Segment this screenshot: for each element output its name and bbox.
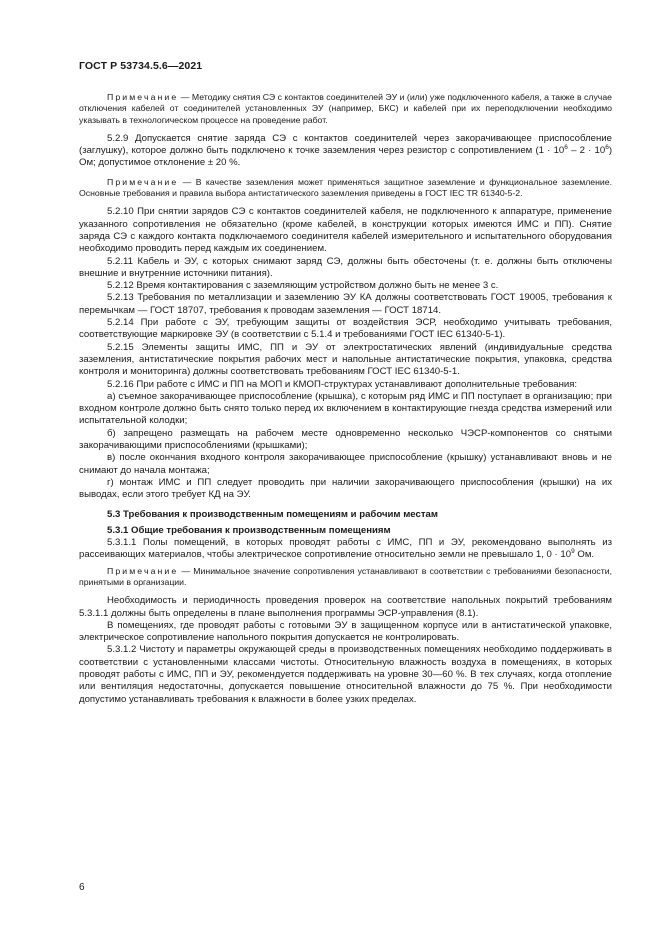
clause-text: Ом.: [574, 549, 595, 561]
page-body: [79, 92, 612, 706]
paragraph-inspection: Необходимость и периодичность проведения проверок на соответствие напольных покрытий требованиям 5.3.1.1 должны быть определены в плане выполнения программы ЭСР-управления (8.1).: [79, 595, 612, 619]
exponent: 6: [564, 144, 568, 152]
note-text: — В качестве заземления может применяться защитное заземление и функциональное заземление. Основные требования и правила выбора антистатического заземления приведены в ГОСТ IEC TR 61340-5-2.: [79, 176, 612, 199]
exponent: 6: [605, 144, 609, 152]
clause-5-3-1-2: 5.3.1.2 Чистоту и параметры окружающей среды в производственных помещениях необходимо поддерживать в соответствии с установленными классами чистоты. Относительную влажность воздуха в помещениях, в которых проводят работы с ИМС, ПП и ЭУ, рекомендуется поддерживать на уровне 30—60 %. В тех случаях, когда отопление или вентиляция недостаточны, допускается повышение относительной влажности до 75 %. При необходимости допустимо устанавливать требования к влажности в более узких пределах.: [79, 644, 612, 705]
paragraph-rooms: В помещениях, где проводят работы с готовыми ЭУ в защищенном корпусе или в антистатической упаковке, электрическое сопротивление напольного покрытия допускается не контролировать.: [79, 619, 612, 644]
note-2: [79, 177, 612, 200]
clause-5-2-15: 5.2.15 Элементы защиты ИМС, ПП и ЭУ от электростатических явлений (индивидуальные средства заземления, антистатические покрытия рабочих мест и напольные антистатические покрытия, упаковка, средства контроля и мониторинга) должны соответствовать требованиям ГОСТ IEC 61340-5-1.: [79, 341, 612, 378]
note-3: [79, 566, 612, 589]
note-label: Примечание: [107, 565, 179, 576]
clause-text: – 2 · 10: [567, 145, 606, 157]
page-number: 6: [79, 882, 85, 893]
note-text: — Минимальное значение сопротивления устанавливают в соответствии с требованиями безопасности, принятыми в организации.: [79, 565, 612, 587]
clause-text: ) Ом; допустимое отклонение ± 20 %.: [79, 145, 613, 169]
clause-5-2-12: 5.2.12 Время контактирования с заземляющим устройством должно быть не менее 3 с.: [107, 280, 499, 292]
clause-5-2-10: 5.2.10 При снятии зарядов СЭ с контактов соединителей кабеля, не подключенного к аппаратуре, применение указанного сопротивления не обязательно (кроме кабелей, в конструкции которых имеются ИМС и ПП). Снятие заряда СЭ с каждого контакта подключаемого соединителя кабелей измерительного и испытательного оборудования необходимо проводить перед каждым их соединением.: [79, 206, 612, 255]
clause-5-2-16: 5.2.16 При работе с ИМС и ПП на МОП и КМОП-структурах устанавливают дополнительные требования:: [107, 378, 578, 390]
clause-5-2-11: 5.2.11 Кабель и ЭУ, с которых снимают заряд СЭ, должны быть обесточены (т. е. должны быть отключены внешние и внутренние источники питания).: [79, 255, 612, 279]
clause-text: 5.3.1.1 Полы помещений, в которых проводят работы с ИМС, ПП и ЭУ, рекомендовано выполнять из рассеивающих материалов, чтобы электрическое сопротивление относительно земли не превышало 1, 0 · 10: [79, 537, 612, 561]
list-item-b: б) запрещено размещать на рабочем месте одновременно несколько ЧЭСР-компонентов со снятыми закорачивающими приспособлениями (крышками);: [79, 427, 612, 452]
exponent: 9: [571, 548, 575, 556]
list-item-v: в) после окончания входного контроля закорачивающее приспособление (крышку) устанавливают вновь и не снимают до начала монтажа;: [79, 452, 612, 476]
clause-5-2-14: 5.2.14 При работе с ЭУ, требующим защиты от воздействия ЭСР, необходимо учитывать требования, соответствующие маркировке ЭУ (в соответствии с 5.1.4 и требованиями ГОСТ IEC 61340-5-1).: [79, 317, 612, 341]
clause-5-3-1-1: [79, 537, 612, 562]
note-text: — Методику снятия СЭ с контактов соединителей ЭУ и (или) уже подключенного кабеля, а также в случае отключения кабелей от соединителей установленных ЭУ (например, БКС) и кабелей при их переподключении необходимо указывать в технологическом процессе на проведение работ.: [79, 92, 612, 125]
clause-text: 5.2.9 Допускается снятие заряда СЭ с контактов соединителей через закорачивающее приспособление (заглушку), которое должно быть подключено к точке заземления через резистор с сопротивлением (1 · 10: [79, 132, 612, 157]
document-header: ГОСТ Р 53734.5.6—2021: [79, 60, 203, 72]
subsection-heading-5-3-1: 5.3.1 Общие требования к производственным помещениям: [107, 524, 391, 536]
note-label: Примечание: [107, 92, 179, 102]
clause-5-2-13: 5.2.13 Требования по металлизации и заземлению ЭУ КА должны соответствовать ГОСТ 19005, требования к перемычкам — ГОСТ 18707, требования к проводам заземления — ГОСТ 18714.: [79, 292, 612, 316]
section-heading-5-3: 5.3 Требования к производственным помещениям и рабочим местам: [107, 508, 438, 520]
clause-5-2-9: [79, 133, 612, 170]
note-1: [79, 92, 612, 126]
note-label: Примечание: [107, 176, 179, 187]
list-item-g: г) монтаж ИМС и ПП следует проводить при наличии закорачивающего приспособления (крышки) на их выводах, если этого требует КД на ЭУ.: [79, 476, 612, 501]
list-item-a: а) съемное закорачивающее приспособление (крышка), с которым ряд ИМС и ПП поступает в организацию; при входном контроле должно быть снято только перед их включением в контактирующие гнезда средства измерений или испытательной колодки;: [79, 390, 612, 427]
